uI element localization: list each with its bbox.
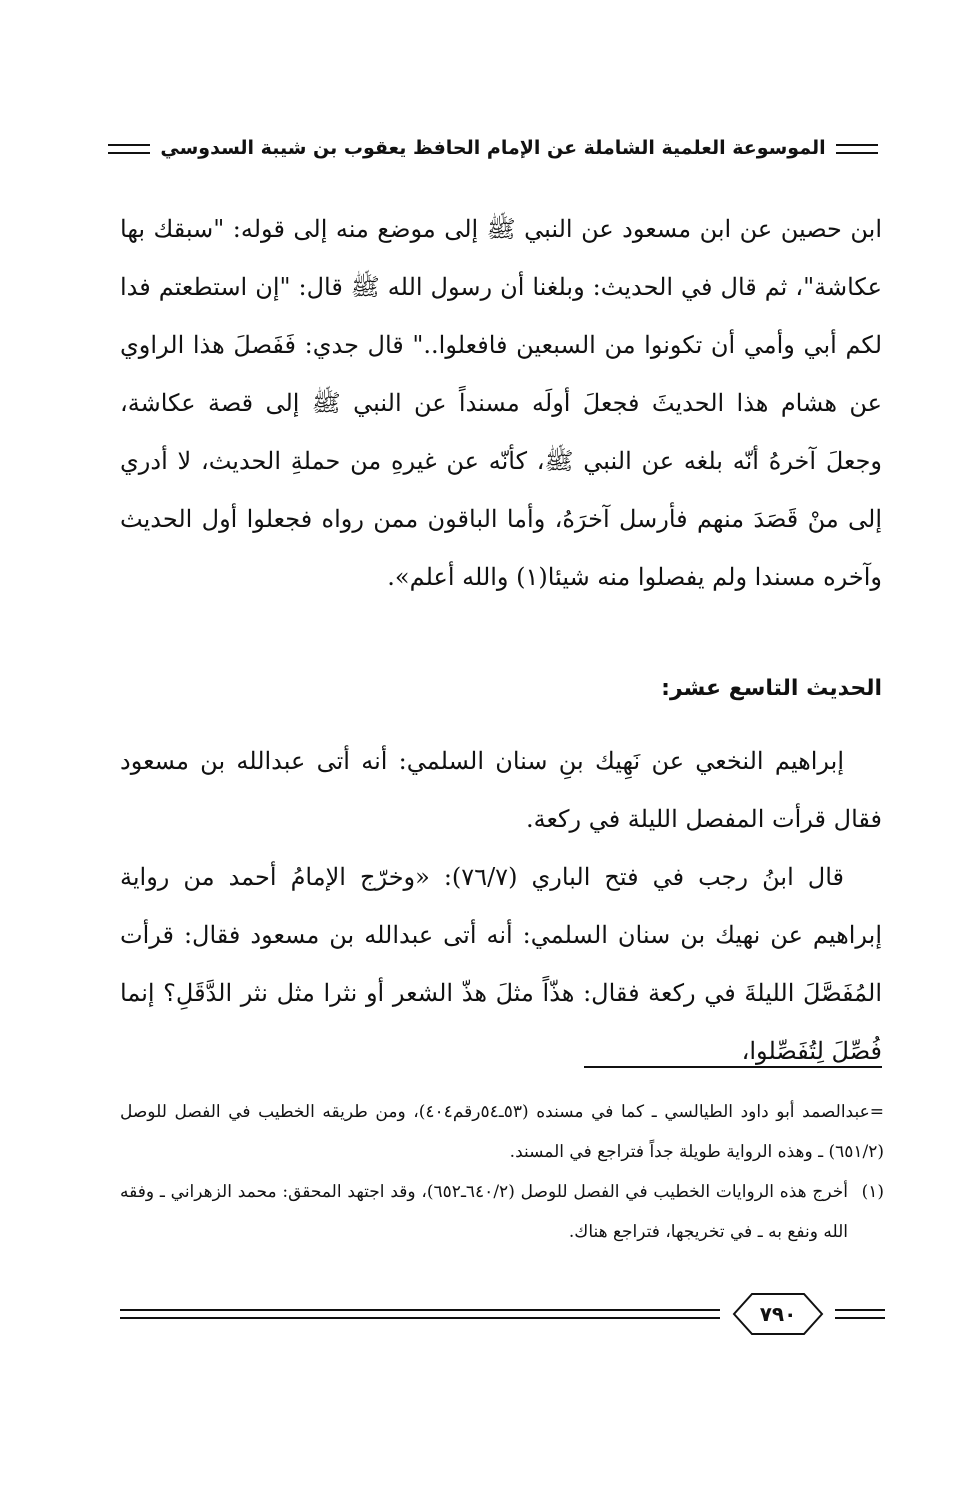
page-number-badge [732, 1292, 824, 1336]
page-number: ٧٩٠ [759, 1302, 797, 1326]
footnote-separator [584, 1066, 882, 1068]
header-title-wrap [108, 128, 878, 168]
footnotes [120, 1092, 884, 1252]
running-header [108, 128, 878, 168]
footnote-item [120, 1172, 884, 1252]
section-title: الحديث التاسع عشر: [661, 676, 882, 701]
footer-rule-left [120, 1309, 720, 1319]
paragraph-top: ابن حصين عن ابن مسعود عن النبي ﷺ إلى موضع منه إلى قوله: "سبقك بها عكاشة"، ثم قال في الحديث: وبلغنا أن رسول الله ﷺ قال: "إن استطعتم فدا لكم أبي وأمي أن تكونوا من السبعين فافعلوا.." قال جدي: فَفَصلَ هذا الراوي عن هشام هذا الحديثَ فجعلَ أولَه مسنداً عن النبي ﷺ إلى قصة عكاشة، وجعلَ آخرهُ أنّه بلغه عن النبي ﷺ، كأنّه عن غيرهِ من حملةِ الحديث، لا أدري إلى منْ قَصَدَ منهم فأرسل آخرَهُ، وأما الباقون ممن رواه فجعلوا أول الحديث وآخره مسندا ولم يفصلوا منه شيئا(١) والله أعلم». [120, 215, 882, 591]
page-footer [120, 1290, 885, 1340]
footer-rule-right [835, 1309, 885, 1319]
paragraph-3: قال ابنُ رجب في فتح الباري (٧٦/٧): «وخرّج الإمامُ أحمد من رواية إبراهيم عن نهيك بن سنان السلمي: أنه أتى عبدالله بن مسعود فقال: قرأت المُفَصَّلَ الليلةَ في ركعة فقال: هذّاً مثلَ هذّ الشعر أو نثرا مثل نثر الدَّقَلِ؟ إنما فُصِّلَ لِتُفَصِّلوا، [120, 863, 883, 1065]
footnote-number: (١) [861, 1182, 884, 1202]
footnote-continuation [120, 1092, 884, 1172]
paragraph-2: إبراهيم النخعي عن نَهِيك بنِ سنان السلمي: أنه أتى عبدالله بن مسعود فقال قرأت المفصل الليلة في ركعة. [120, 747, 882, 833]
footnote-continuation-text: =عبدالصمد أبو داود الطيالسي ـ كما في مسنده (٥٣ـ٥٤رقم٤٠٤)، ومن طريقه الخطيب في الفصل للوصل (٦٥١/٢) ـ وهذه الرواية طويلة جداً فتراجع في المسند. [120, 1102, 884, 1162]
header-title: الموسوعة العلمية الشاملة عن الإمام الحافظ يعقوب بن شيبة السدوسي [150, 137, 835, 159]
footnote-text: أخرج هذه الروايات الخطيب في الفصل للوصل (٦٤٠/٢ـ٦٥٢)، وقد اجتهد المحقق: محمد الزهراني ـ وفقه الله ونفع به ـ في تخريجها، فتراجع هناك. [120, 1182, 848, 1242]
